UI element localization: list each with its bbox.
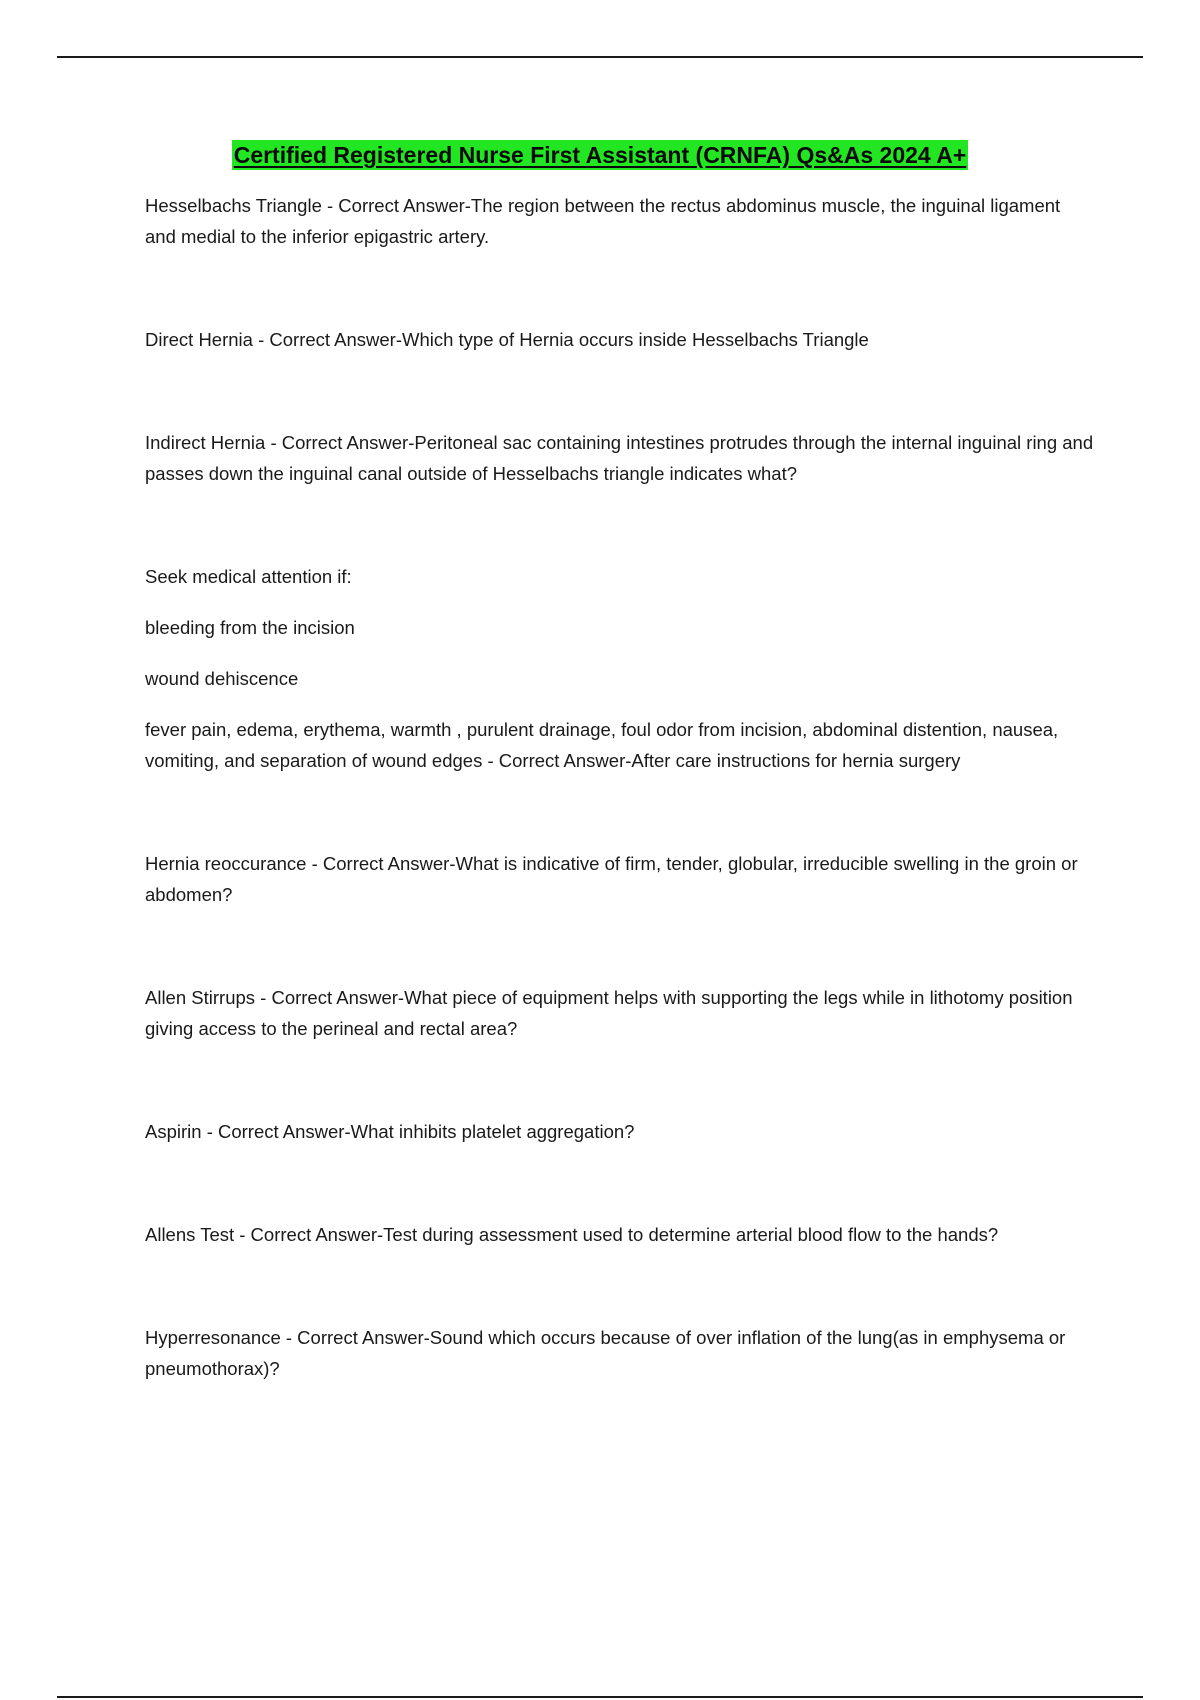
qa-item-aftercare [145,561,1095,776]
footer-rule [57,1696,1143,1698]
aftercare-answer: fever pain, edema, erythema, warmth , purulent drainage, foul odor from incision, abdominal distention, nausea, vomiting, and separation of wound edges - Correct Answer-After care instructions for hernia surgery [145,719,1059,771]
qa-item-allens-test: Allens Test - Correct Answer-Test during assessment used to determine arterial blood flow to the hands? [145,1224,999,1245]
aftercare-line: wound dehiscence [145,668,299,689]
document-body [145,140,1095,1384]
qa-item-direct-hernia: Direct Hernia - Correct Answer-Which type of Hernia occurs inside Hesselbachs Triangle [145,329,869,350]
title-wrap [57,140,1143,170]
aftercare-line: Seek medical attention if: [145,566,352,587]
qa-item-hyperresonance: Hyperresonance - Correct Answer-Sound which occurs because of over inflation of the lung(as in emphysema or pneumothorax)? [145,1327,1066,1379]
qa-item-aspirin: Aspirin - Correct Answer-What inhibits platelet aggregation? [145,1121,635,1142]
qa-item-hesselbachs-triangle: Hesselbachs Triangle - Correct Answer-The region between the rectus abdominus muscle, the inguinal ligament and medial to the inferior epigastric artery. [145,195,1061,247]
qa-item-indirect-hernia: Indirect Hernia - Correct Answer-Peritoneal sac containing intestines protrudes through the internal inguinal ring and passes down the inguinal canal outside of Hesselbachs triangle indicates what? [145,432,1094,484]
qa-item-hernia-reoccurance: Hernia reoccurance - Correct Answer-What is indicative of firm, tender, globular, irreducible swelling in the groin or abdomen? [145,853,1078,905]
document-title: Certified Registered Nurse First Assistant (CRNFA) Qs&As 2024 A+ [233,142,967,168]
aftercare-line: bleeding from the incision [145,617,355,638]
header-rule [57,56,1143,58]
qa-item-allen-stirrups: Allen Stirrups - Correct Answer-What piece of equipment helps with supporting the legs while in lithotomy position giving access to the perineal and rectal area? [145,987,1073,1039]
